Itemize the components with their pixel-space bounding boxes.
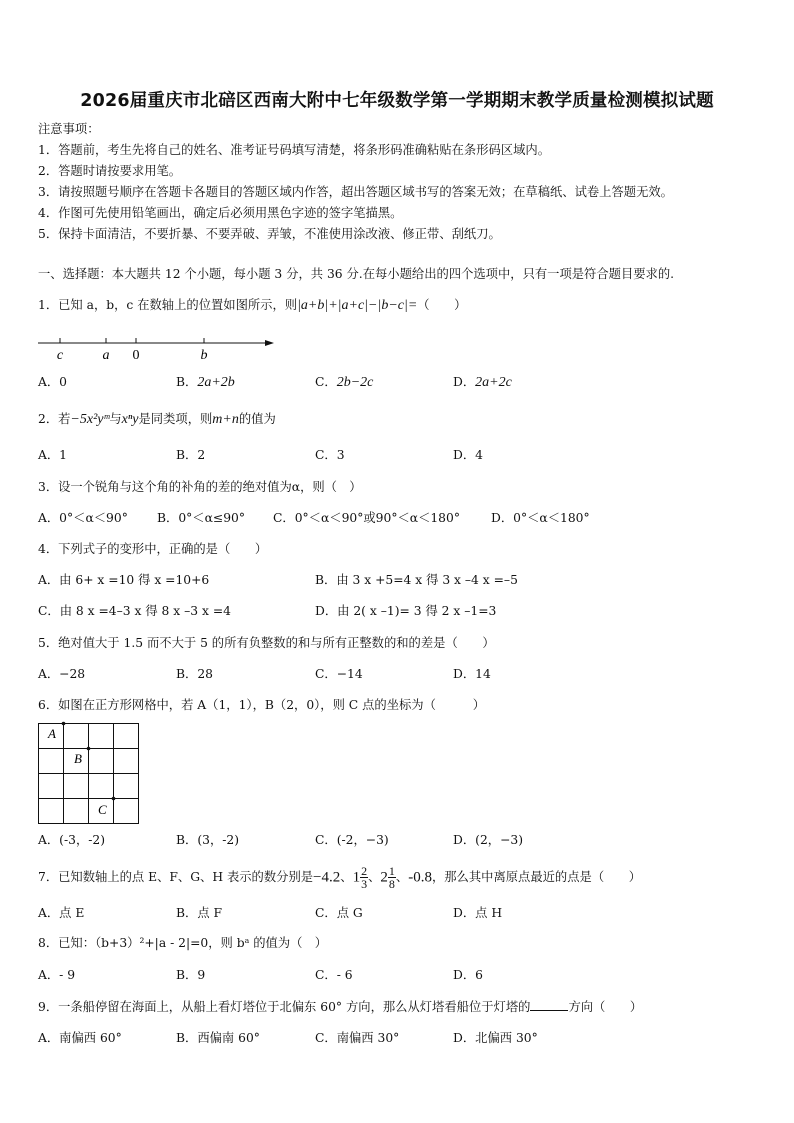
q3-option-a: A．0°＜α＜90° xyxy=(38,511,128,525)
q9-text: 方向（ ） xyxy=(568,1000,643,1014)
q8-option-a: A．- 9 xyxy=(38,968,76,982)
axis-label-zero: 0 xyxy=(132,348,140,363)
grid-label-b: B xyxy=(74,751,82,766)
q6-option-b: B．(3，-2) xyxy=(176,833,240,847)
q3-option-d: D．0°＜α＜180° xyxy=(491,511,590,525)
option-label: D． xyxy=(453,375,476,389)
q2-text: 与 xyxy=(109,412,122,426)
notice-item: 4．作图可先使用铅笔画出，确定后必须用黑色字迹的签字笔描黑。 xyxy=(38,206,403,220)
q1-text: 1．已知 a，b，c 在数轴上的位置如图所示，则 xyxy=(38,298,298,312)
fraction-numerator: 2 xyxy=(361,864,368,878)
axis-label-c: c xyxy=(56,348,64,363)
axis-label-a: a xyxy=(102,348,110,363)
q3-option-c: C．0°＜α＜90°或90°＜α＜180° xyxy=(273,511,460,525)
q7-option-a: A．点 E xyxy=(38,906,85,920)
notice-item: 1．答题前，考生先将自己的姓名、准考证号码填写清楚，将条形码准确粘贴在条形码区域内。 xyxy=(38,143,550,157)
q2-term-3: m+n xyxy=(212,412,239,427)
q2-text: 的值为 xyxy=(238,412,276,426)
q7-text: ，那么其中离原点最近的点是（ ） xyxy=(431,870,642,884)
q9-option-a: A．南偏西 60° xyxy=(38,1031,122,1045)
q1-option-b xyxy=(176,374,235,391)
q4-option-a: A．由 6+ x =10 得 x =10+6 xyxy=(38,573,210,587)
q7-value-h: -0.8 xyxy=(408,869,432,886)
question-1-stem xyxy=(38,297,466,314)
q7-separator: 、 xyxy=(340,870,353,884)
q7-separator: 、 xyxy=(368,870,381,884)
q2-option-c: C．3 xyxy=(315,448,345,462)
q8-option-d: D．6 xyxy=(453,968,483,982)
q1-expression: |a+b|+|a+c|−|b−c|= xyxy=(297,298,418,313)
q4-option-d: D．由 2( x –1)= 3 得 2 x –1=3 xyxy=(315,604,497,618)
square-grid-figure xyxy=(36,718,140,824)
q9-option-c: C．南偏西 30° xyxy=(315,1031,400,1045)
q1-paren: （ ） xyxy=(417,298,467,312)
q1-option-d xyxy=(453,374,512,391)
q7-text: 7．已知数轴上的点 E、F、G、H 表示的数分别是 xyxy=(38,870,314,884)
q4-option-c: C．由 8 x =4–3 x 得 8 x –3 x =4 xyxy=(38,604,231,618)
question-8-stem: 8．已知：（b+3）²+|a - 2|=0，则 bᵃ 的值为（ ） xyxy=(38,936,328,950)
option-label: C． xyxy=(315,375,337,389)
q2-term-1: −5x²yᵐ xyxy=(70,412,110,427)
section-heading: 一、选择题：本大题共 12 个小题，每小题 3 分，共 36 分.在每小题给出的四个选项中，只有一项是符合题目要求的. xyxy=(38,267,675,281)
question-4-stem: 4．下列式子的变形中，正确的是（ ） xyxy=(38,542,268,556)
q5-option-c: C．−14 xyxy=(315,667,363,681)
notice-item: 2．答题时请按要求用笔。 xyxy=(38,164,182,178)
fraction-numerator: 1 xyxy=(388,864,395,878)
q7-option-c: C．点 G xyxy=(315,906,363,920)
q9-option-b: B．西偏南 60° xyxy=(176,1031,260,1045)
notice-heading: 注意事项： xyxy=(38,122,100,136)
question-3-stem: 3．设一个锐角与这个角的补角的差的绝对值为α，则（ ） xyxy=(38,480,362,494)
number-line-figure xyxy=(36,333,278,363)
q7-value-f-fraction xyxy=(360,865,368,890)
q7-value-e: −4.2 xyxy=(313,869,341,886)
q6-option-c: C．(-2，−3) xyxy=(315,833,389,847)
option-label: B． xyxy=(176,375,198,389)
question-5-stem: 5．绝对值大于 1.5 而不大于 5 的所有负整数的和与所有正整数的和的差是（ ） xyxy=(38,636,495,650)
q5-option-d: D．14 xyxy=(453,667,491,681)
q7-value-g-whole: 2 xyxy=(380,869,388,886)
fraction-denominator: 8 xyxy=(388,877,395,891)
q7-option-d: D．点 H xyxy=(453,906,503,920)
q2-option-b: B．2 xyxy=(176,448,206,462)
q2-text: 2．若 xyxy=(38,412,71,426)
answer-blank xyxy=(530,998,568,1011)
q1-option-a xyxy=(38,374,67,390)
question-6-stem: 6．如图在正方形网格中，若 A（1，1），B（2，0），则 C 点的坐标为（ ） xyxy=(38,698,486,712)
q7-separator: 、 xyxy=(395,870,409,884)
option-math: 2a+2c xyxy=(475,375,512,390)
notice-item: 5．保持卡面清洁，不要折暴、不要弄破、弄皱，不准使用涂改液、修正带、刮纸刀。 xyxy=(38,227,501,241)
question-7-stem xyxy=(38,859,641,896)
q9-option-d: D．北偏西 30° xyxy=(453,1031,538,1045)
q9-text: 9．一条船停留在海面上，从船上看灯塔位于北偏东 60° 方向，那么从灯塔看船位于灯塔的 xyxy=(38,1000,531,1014)
q8-option-b: B．9 xyxy=(176,968,206,982)
q8-option-c: C．- 6 xyxy=(315,968,353,982)
q6-option-a: A．(-3，-2) xyxy=(38,833,106,847)
fraction-denominator: 3 xyxy=(361,877,368,891)
q5-option-b: B．28 xyxy=(176,667,213,681)
q2-option-a: A．1 xyxy=(38,448,68,462)
option-math: 2a+2b xyxy=(197,375,235,390)
axis-label-b: b xyxy=(200,348,208,363)
q2-text: 是同类项，则 xyxy=(138,412,213,426)
q7-value-g-fraction xyxy=(388,865,396,890)
q1-option-c xyxy=(315,374,373,391)
q5-option-a: A．−28 xyxy=(38,667,86,681)
grid-label-c: C xyxy=(98,802,107,817)
notice-item: 3．请按照题号顺序在答题卡各题目的答题区域内作答，超出答题区域书写的答案无效；在草稿纸、试卷上答题无效。 xyxy=(38,185,673,199)
q6-option-d: D．(2，−3) xyxy=(453,833,523,847)
q2-option-d: D．4 xyxy=(453,448,483,462)
question-9-stem xyxy=(38,998,642,1015)
grid-label-a: A xyxy=(48,726,56,741)
page-title: 2026届重庆市北碚区西南大附中七年级数学第一学期期末教学质量检测模拟试题 xyxy=(80,91,714,111)
q3-option-b: B．0°＜α≤90° xyxy=(157,511,246,525)
question-2-stem xyxy=(38,411,276,428)
q4-option-b: B．由 3 x +5=4 x 得 3 x –4 x =–5 xyxy=(315,573,518,587)
q2-term-2: xⁿy xyxy=(121,412,139,427)
q7-option-b: B．点 F xyxy=(176,906,223,920)
q7-value-f-whole: 1 xyxy=(352,869,361,886)
option-label: A．0 xyxy=(38,375,68,389)
option-math: 2b−2c xyxy=(336,375,374,390)
